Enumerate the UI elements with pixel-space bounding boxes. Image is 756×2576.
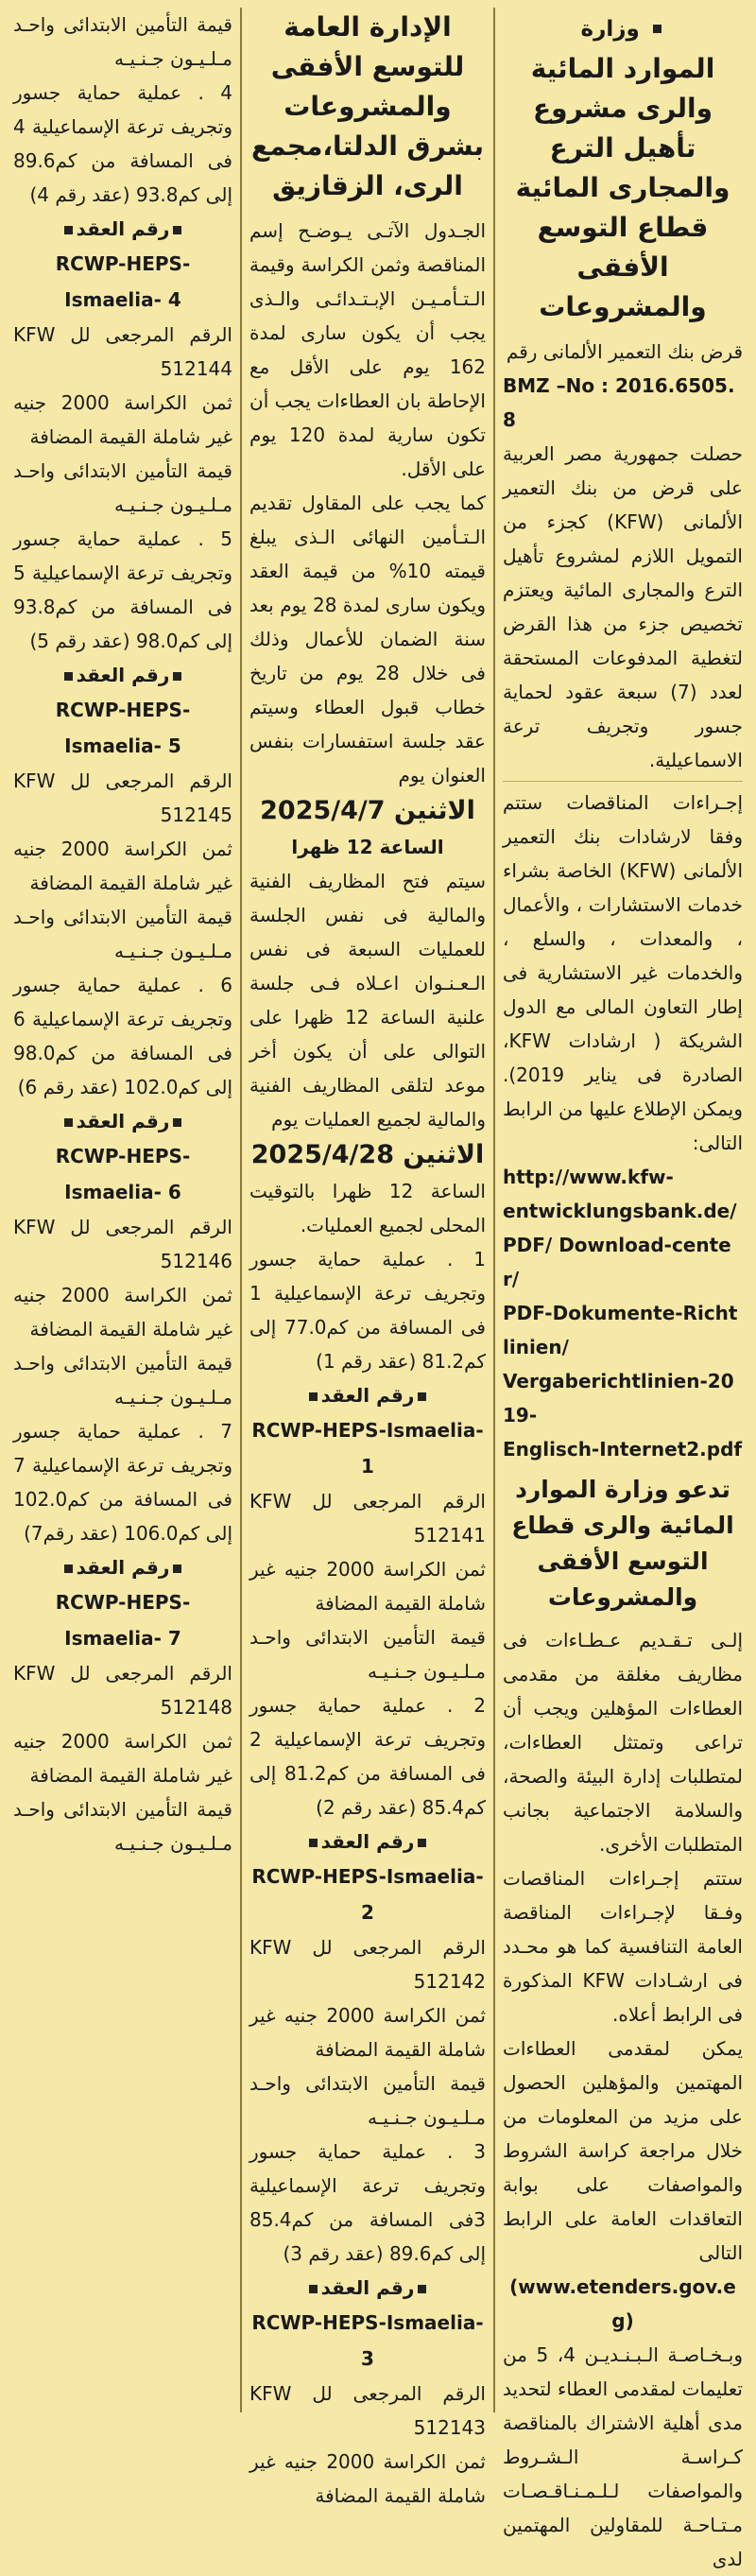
contract-section-label: رقم العقد	[249, 2271, 486, 2305]
deadline-time: الساعة 12 ظهرا بالتوقيت المحلى لجميع العمليات.	[249, 1180, 486, 1236]
bond-value: قيمة التأمين الابتدائى واحـد مـلـيـون جـنـيـه	[13, 1352, 232, 1409]
contract-code: RCWP-HEPS-Ismaelia- 7	[55, 1591, 191, 1650]
contract-code: RCWP-HEPS-Ismaelia- 6	[55, 1145, 191, 1203]
square-bullet-icon	[653, 25, 662, 33]
tender-description: 2 . عملية حماية جسور وتجريف ترعة الإسماعيلية 2 فى المسافة من كم81.2 إلى كم85.4 (عقد رقم 2)	[249, 1694, 486, 1819]
booklet-fee: ثمن الكراسة 2000 جنيه غير شاملة القيمة المضافة	[13, 838, 232, 894]
square-bullet-icon	[418, 1392, 426, 1401]
contract-code: RCWP-HEPS-Ismaelia- 5	[55, 699, 191, 757]
square-bullet-icon	[418, 2285, 426, 2293]
contract-code: RCWP-HEPS-Ismaelia- 3	[251, 2311, 484, 2370]
contract-code: RCWP-HEPS-Ismaelia- 1	[251, 1419, 484, 1478]
ministry-title: الموارد المائية والرى مشروع تأهيل الترع والمجارى المائية قطاع التوسع الأفقى والمشروعات	[515, 53, 730, 322]
etenders-link[interactable]: (www.etenders.gov.eg)	[509, 2275, 736, 2332]
kfw-url-line-3[interactable]: PDF/ Download-center/	[503, 1234, 731, 1290]
contract-code: RCWP-HEPS-Ismaelia- 2	[251, 1865, 484, 1924]
kfw-url-line-6[interactable]: Englisch-Internet2.pdf	[503, 1438, 743, 1461]
kfw-reference: الرقم المرجعى لل KFW 512145	[13, 769, 232, 826]
bond-value: قيمة التأمين الابتدائى واحـد مـلـيـون جـنـيـه	[13, 1798, 232, 1855]
contract-section-label: رقم العقد	[13, 658, 232, 692]
inquiry-date: الاثنين 2025/4/7	[260, 796, 475, 825]
kfw-reference: الرقم المرجعى لل KFW 512142	[249, 1936, 486, 1993]
square-bullet-icon	[64, 1118, 73, 1127]
kfw-url-line-1[interactable]: http://www.kfw-	[503, 1166, 674, 1188]
kfw-reference: الرقم المرجعى لل KFW 512146	[13, 1216, 232, 1272]
loan-line: قرض بنك التعمير الألمانى رقم	[506, 340, 743, 363]
kfw-url-line-5[interactable]: Vergaberichtlinien-2019-	[503, 1370, 734, 1426]
tender-block-2	[249, 1688, 486, 2135]
contract-section-label: رقم العقد	[13, 1104, 232, 1138]
booklet-fee: ثمن الكراسة 2000 جنيه غير شاملة القيمة المضافة	[249, 2450, 486, 2507]
table-paragraph: الجـدول الآتـى يـوضـح إسم المناقصة وثمن الكراسة وقيمة الـتـأمـيـن الإبـتـدائـى والـذى يجب أن يكون سارى لمدة 162 يوم على الأقل مع الإحاطة بان العطاءات يجب أن تكون سارية لمدة 120 يوم على الأقل.	[249, 219, 487, 480]
contract-code: RCWP-HEPS-Ismaelia- 4	[55, 252, 191, 311]
booklet-fee: ثمن الكراسة 2000 جنيه غير شاملة القيمة المضافة	[249, 2004, 486, 2061]
invite-paragraph: إلـى تـقـديم عـطـاءات فى مظاريف مغلقة من مقدمى العطاءات المؤهلين ويجب أن تراعى وتمتثل العطاءات، لمتطلبات إدارة البيئة والصحة، والسلامة الاجتماعية بجانب المتطلبات الأخرى.	[503, 1629, 743, 1856]
contract-section-label: رقم العقد	[13, 1550, 232, 1584]
tender-block-7	[13, 1414, 232, 1860]
tender-block-3	[249, 2135, 486, 2513]
tender-description: 5 . عملية حماية جسور وتجريف ترعة الإسماعيلية 5 فى المسافة من كم93.8 إلى كم98.0 (عقد رقم 5)	[13, 527, 232, 652]
square-bullet-icon	[309, 1392, 318, 1401]
tender-block-5	[13, 522, 232, 968]
square-bullet-icon	[418, 1839, 426, 1847]
final-paragraph: وبـخـاصـة الـبـنـديـن 4، 5 من تعليمات لمقدمى العطاء لتحديد مدى أهلية الاشتراك بالمناقصة كـراسـة الـشـروط والمواصفات لـلـمـنـاقـصـات مـتـاحـة للمقاولين المهتمين لدى	[503, 2343, 743, 2570]
tender-description: 7 . عملية حماية جسور وتجريف ترعة الإسماعيلية 7 فى المسافة من كم102.0 إلى كم106.0 (عقد رقم7)	[13, 1420, 232, 1545]
square-bullet-icon	[173, 1118, 181, 1127]
tender-block-4	[13, 76, 232, 522]
square-bullet-icon	[173, 226, 181, 234]
contract-section-label: رقم العقد	[249, 1378, 486, 1412]
tender-block-6	[13, 968, 232, 1414]
kfw-reference: الرقم المرجعى لل KFW 512144	[13, 323, 232, 380]
divider	[503, 781, 743, 782]
tender-description: 1 . عملية حماية جسور وتجريف ترعة الإسماعيلية 1 فى المسافة من كم77.0 إلى كم81.2 (عقد رقم 1)	[249, 1248, 486, 1373]
kfw-url-line-2[interactable]: entwicklungsbank.de/	[503, 1200, 737, 1222]
opening-paragraph: سيتم فتح المظاريف الفنية والمالية فى نفس الجلسة للعمليات السبعة فى نفس الـعـنـوان اعـلاه فـى جلسة علنية الساعة 12 ظهرا على التوالى على أن يكون أخر موعد لتلقى المظاريف الفنية والمالية لجميع العمليات يوم	[249, 870, 486, 1131]
loan-number: BMZ –No : 2016.6505.8	[503, 374, 735, 431]
tender-description: 3 . عملية حماية جسور وتجريف ترعة الإسماعيلية 3فى المسافة من كم85.4 إلى كم89.6 (عقد رقم 3)	[249, 2140, 486, 2265]
kfw-reference: الرقم المرجعى لل KFW 512143	[249, 2382, 486, 2439]
kfw-reference: الرقم المرجعى لل KFW 512141	[249, 1490, 486, 1547]
square-bullet-icon	[173, 1565, 181, 1573]
bond-value: قيمة التأمين الابتدائى واحـد مـلـيـون جـنـيـه	[13, 459, 232, 516]
tender-description: 6 . عملية حماية جسور وتجريف ترعة الإسماعيلية 6 فى المسافة من كم98.0 إلى كم102.0 (عقد رقم 6)	[13, 974, 232, 1098]
booklet-fee: ثمن الكراسة 2000 جنيه غير شاملة القيمة المضافة	[13, 1730, 232, 1787]
procedures-paragraph: إجـراءات المناقصات ستتم وفقا لارشادات بنك التعمير الألمانى (KFW) الخاصة بشراء خدمات الاستشارات ، والأعمال ، والمعدات ، والسلع ، والخدمات غير الاستشارية فى إطار التعاون المالى مع الدول الشريكة ( ارشادات KFW، الصادرة فى يناير 2019). ويمكن الإطلاع عليها من الرابط التالى:	[503, 791, 744, 1154]
tender-description: 4 . عملية حماية جسور وتجريف ترعة الإسماعيلية 4 فى المسافة من كم89.6 إلى كم93.8 (عقد رقم 4)	[13, 81, 232, 206]
bond-value: قيمة التأمين الابتدائى واحـد مـلـيـون جـنـيـه	[249, 1626, 486, 1683]
booklet-fee: ثمن الكراسة 2000 جنيه غير شاملة القيمة المضافة	[13, 391, 232, 448]
square-bullet-icon	[64, 1565, 73, 1573]
contract-section-label: رقم العقد	[13, 212, 232, 246]
bond-value: قيمة التأمين الابتدائى واحـد مـلـيـون جـنـيـه	[13, 906, 232, 962]
tender-block-1	[249, 1242, 486, 1688]
deadline-date: الاثنين 2025/4/28	[250, 1140, 485, 1169]
procedures2-paragraph: ستتم إجـراءات المناقصات وفـقا لإجـراءات المناقصة العامة التنافسية كما هو محـدد فى ارشـادات KFW المذكورة فى الرابط أعلاه.	[503, 1867, 743, 2026]
kfw-reference: الرقم المرجعى لل KFW 512148	[13, 1662, 232, 1719]
invite-heading: تدعو وزارة الموارد المائية والرى قطاع التوسع الأفقى والمشروعات	[511, 1476, 734, 1611]
intro-paragraph: حصلت جمهورية مصر العربية على قرض من بنك التعمير الألمانى (KFW) كجزء من التمويل اللازم لمشروع تأهيل الترع والمجارى المائية ويعتزم تخصيص جزء من هذا القرض لتغطية المدفوعات المستحقة لعدد (7) سبعة عقود لحماية جسور وتجريف ترعة الاسماعيلية.	[503, 442, 744, 771]
directorate-header: الإدارة العامة للتوسع الأفقى والمشروعات بشرق الدلتا،مجمع الرى، الزقازيق	[251, 11, 484, 201]
column-ministry-intro	[495, 8, 750, 2570]
column-schedule	[240, 8, 495, 2507]
booklet-fee: ثمن الكراسة 2000 جنيه غير شاملة القيمة المضافة	[13, 1284, 232, 1340]
ministry-label: وزارة	[580, 17, 640, 42]
square-bullet-icon	[64, 226, 73, 234]
bond-value: قيمة التأمين الابتدائى واحـد مـلـيـون جـنـيـه	[249, 2072, 486, 2129]
bond-value-continued: قيمة التأمين الابتدائى واحـد مـلـيـون جـنـيـه	[13, 13, 232, 70]
contract-section-label: رقم العقد	[249, 1824, 486, 1859]
info-paragraph: يمكن لمقدمى العطاءات المهتمين والمؤهلين الحصول على مزيد من المعلومات من خلال مراجعة كراسة الشروط والمواصفات على بوابة التعاقدات العامة على الرابط التالى	[503, 2037, 743, 2264]
square-bullet-icon	[173, 672, 181, 681]
guarantee-paragraph: كما يجب على المقاول تقديم الـتـأمين النهائى الـذى يبلغ قيمته 10% من قيمة العقد ويكون سارى لمدة 28 يوم بعد سنة الضمان للأعمال وذلك فى خلال 28 يوم من تاريخ خطاب قبول العطاء وسيتم عقد جلسة استفسارات بنفس العنوان يوم	[249, 492, 486, 787]
kfw-url-line-4[interactable]: PDF-Dokumente-Richtlinien/	[503, 1302, 738, 1358]
booklet-fee: ثمن الكراسة 2000 جنيه غير شاملة القيمة المضافة	[249, 1558, 486, 1615]
square-bullet-icon	[309, 2285, 318, 2293]
ministry-header	[503, 8, 743, 327]
square-bullet-icon	[309, 1839, 318, 1847]
square-bullet-icon	[64, 672, 73, 681]
column-tenders	[6, 8, 240, 2412]
inquiry-time: الساعة 12 ظهرا	[291, 836, 444, 858]
